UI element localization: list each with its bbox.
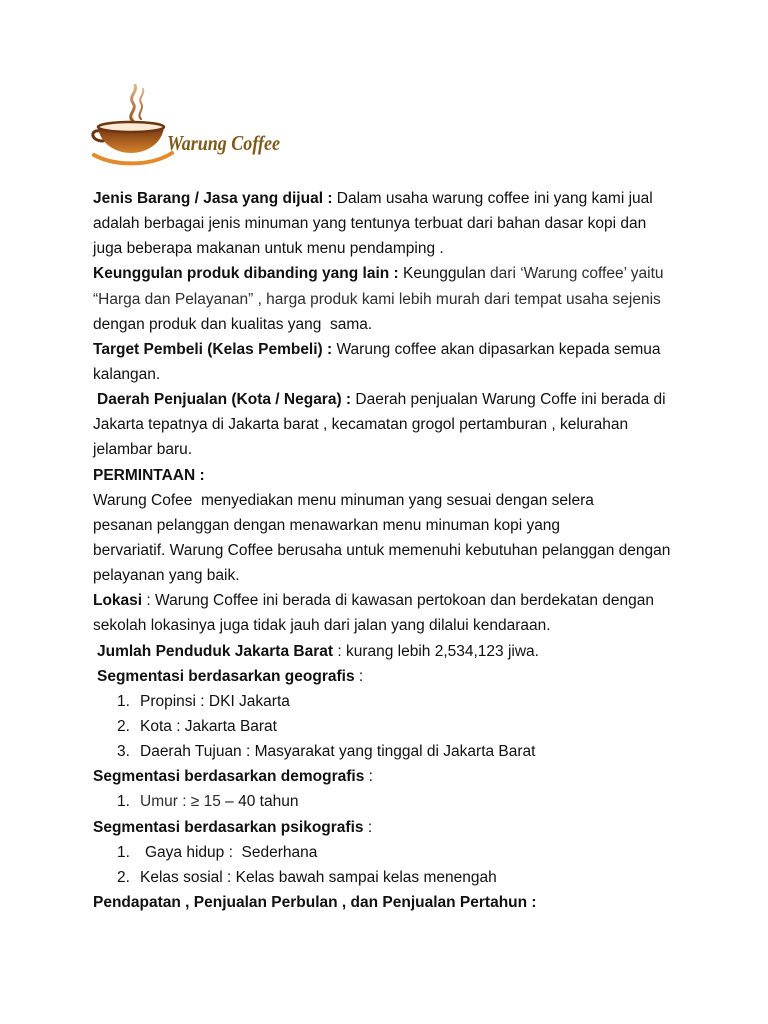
section-keunggulan <box>93 261 733 336</box>
document-body <box>93 186 733 915</box>
steam-icon <box>131 85 144 121</box>
list-item-kota <box>93 714 733 739</box>
list-item-text: Kota : Jakarta Barat <box>140 717 277 735</box>
list-number: 1. <box>117 843 130 861</box>
section-jenis-barang <box>93 186 733 261</box>
label-daerah-penjualan: Daerah Penjualan (Kota / Negara) : <box>97 391 352 409</box>
section-jumlah-penduduk <box>93 639 733 664</box>
label-segmentasi-geografis: Segmentasi berdasarkan geografis <box>97 667 355 685</box>
text-keunggulan-quote: dari ‘Warung coffee’ yaitu “Harga dan Pelayanan” , harga produk kami lebih murah dari tempat usaha sejenis <box>93 265 664 308</box>
section-segmentasi-geografis <box>93 664 733 689</box>
text-target-pembeli: Warung coffee akan dipasarkan kepada semua kalangan. <box>93 340 661 383</box>
list-item-text: Kelas sosial : Kelas bawah sampai kelas menengah <box>140 868 497 886</box>
list-item-text: Propinsi : DKI Jakarta <box>140 692 290 710</box>
list-item-daerah-tujuan <box>93 739 733 764</box>
list-number: 1. <box>117 692 130 710</box>
text-jenis-barang: Dalam usaha warung coffee ini yang kami jual adalah berbagai jenis minuman yang tentunya terbuat dari bahan dasar kopi dan juga beberapa makanan untuk menu pendamping . <box>93 190 653 258</box>
logo-graphic <box>88 84 288 170</box>
list-item-umur <box>93 789 733 814</box>
text-permintaan: Warung Cofee menyediakan menu minuman yang sesuai dengan selera pesanan pelanggan dengan menawarkan menu minuman kopi yang bervariatif. Warung Coffee berusaha untuk memenuhi kebutuhan pelanggan dengan pelayanan yang baik. <box>93 491 671 585</box>
section-segmentasi-psikografis <box>93 815 733 840</box>
heading-pendapatan <box>93 890 733 915</box>
label-target-pembeli: Target Pembeli (Kelas Pembeli) : <box>93 340 333 358</box>
section-lokasi <box>93 588 733 638</box>
list-number: 2. <box>117 868 130 886</box>
text-keunggulan-lead: Keunggulan <box>398 265 491 283</box>
colon-segmentasi-demografis: : <box>364 768 373 786</box>
list-item-gaya-hidup <box>93 840 733 865</box>
list-item-text: – 40 tahun <box>220 793 299 811</box>
label-lokasi: Lokasi <box>93 592 143 610</box>
list-item-text: Daerah Tujuan : Masyarakat yang tinggal di Jakarta Barat <box>140 743 536 761</box>
saucer <box>94 153 172 163</box>
list-item-kelas-sosial <box>93 865 733 890</box>
colon-segmentasi-psikografis: : <box>363 818 373 836</box>
text-lokasi: : Warung Coffee ini berada di kawasan pertokoan dan berdekatan dengan sekolah lokasinya juga tidak jauh dari jalan yang dilalui kendaraan. <box>93 592 654 635</box>
text-keunggulan-tail: dengan produk dan kualitas yang sama. <box>93 315 373 333</box>
label-segmentasi-psikografis: Segmentasi berdasarkan psikografis <box>93 818 364 836</box>
pendapatan-heading-text: Pendapatan , Penjualan Perbulan , dan Penjualan Pertahun : <box>93 893 537 911</box>
section-target-pembeli <box>93 337 733 387</box>
label-segmentasi-demografis: Segmentasi berdasarkan demografis <box>93 768 365 786</box>
text-jumlah-penduduk: : kurang lebih 2,534,123 jiwa. <box>333 642 539 660</box>
coffee-cup-icon <box>93 85 172 163</box>
section-permintaan <box>93 488 733 589</box>
cup-rim <box>98 122 164 132</box>
logo <box>88 84 288 170</box>
label-keunggulan: Keunggulan produk dibanding yang lain : <box>93 265 399 283</box>
section-daerah-penjualan <box>93 387 733 462</box>
text-daerah-penjualan: Daerah penjualan Warung Coffe ini berada di Jakarta tepatnya di Jakarta barat , kecamatan grogol pertamburan , kelurahan jelambar baru. <box>93 391 666 459</box>
logo-brand-name: Warung Coffee <box>167 131 280 155</box>
list-item-propinsi <box>93 689 733 714</box>
section-segmentasi-demografis <box>93 764 733 789</box>
list-item-text-lead: Umur : ≥ 15 <box>140 793 221 811</box>
colon-segmentasi-geografis: : <box>354 667 364 685</box>
list-item-text: Gaya hidup : Sederhana <box>145 843 318 861</box>
permintaan-heading-text: PERMINTAAN : <box>93 466 205 484</box>
label-jenis-barang: Jenis Barang / Jasa yang dijual : <box>93 190 333 207</box>
heading-permintaan <box>93 463 733 488</box>
list-number: 3. <box>117 743 130 761</box>
list-number: 2. <box>117 717 130 735</box>
label-jumlah-penduduk: Jumlah Penduduk Jakarta Barat <box>97 642 334 660</box>
list-number: 1. <box>117 793 130 811</box>
